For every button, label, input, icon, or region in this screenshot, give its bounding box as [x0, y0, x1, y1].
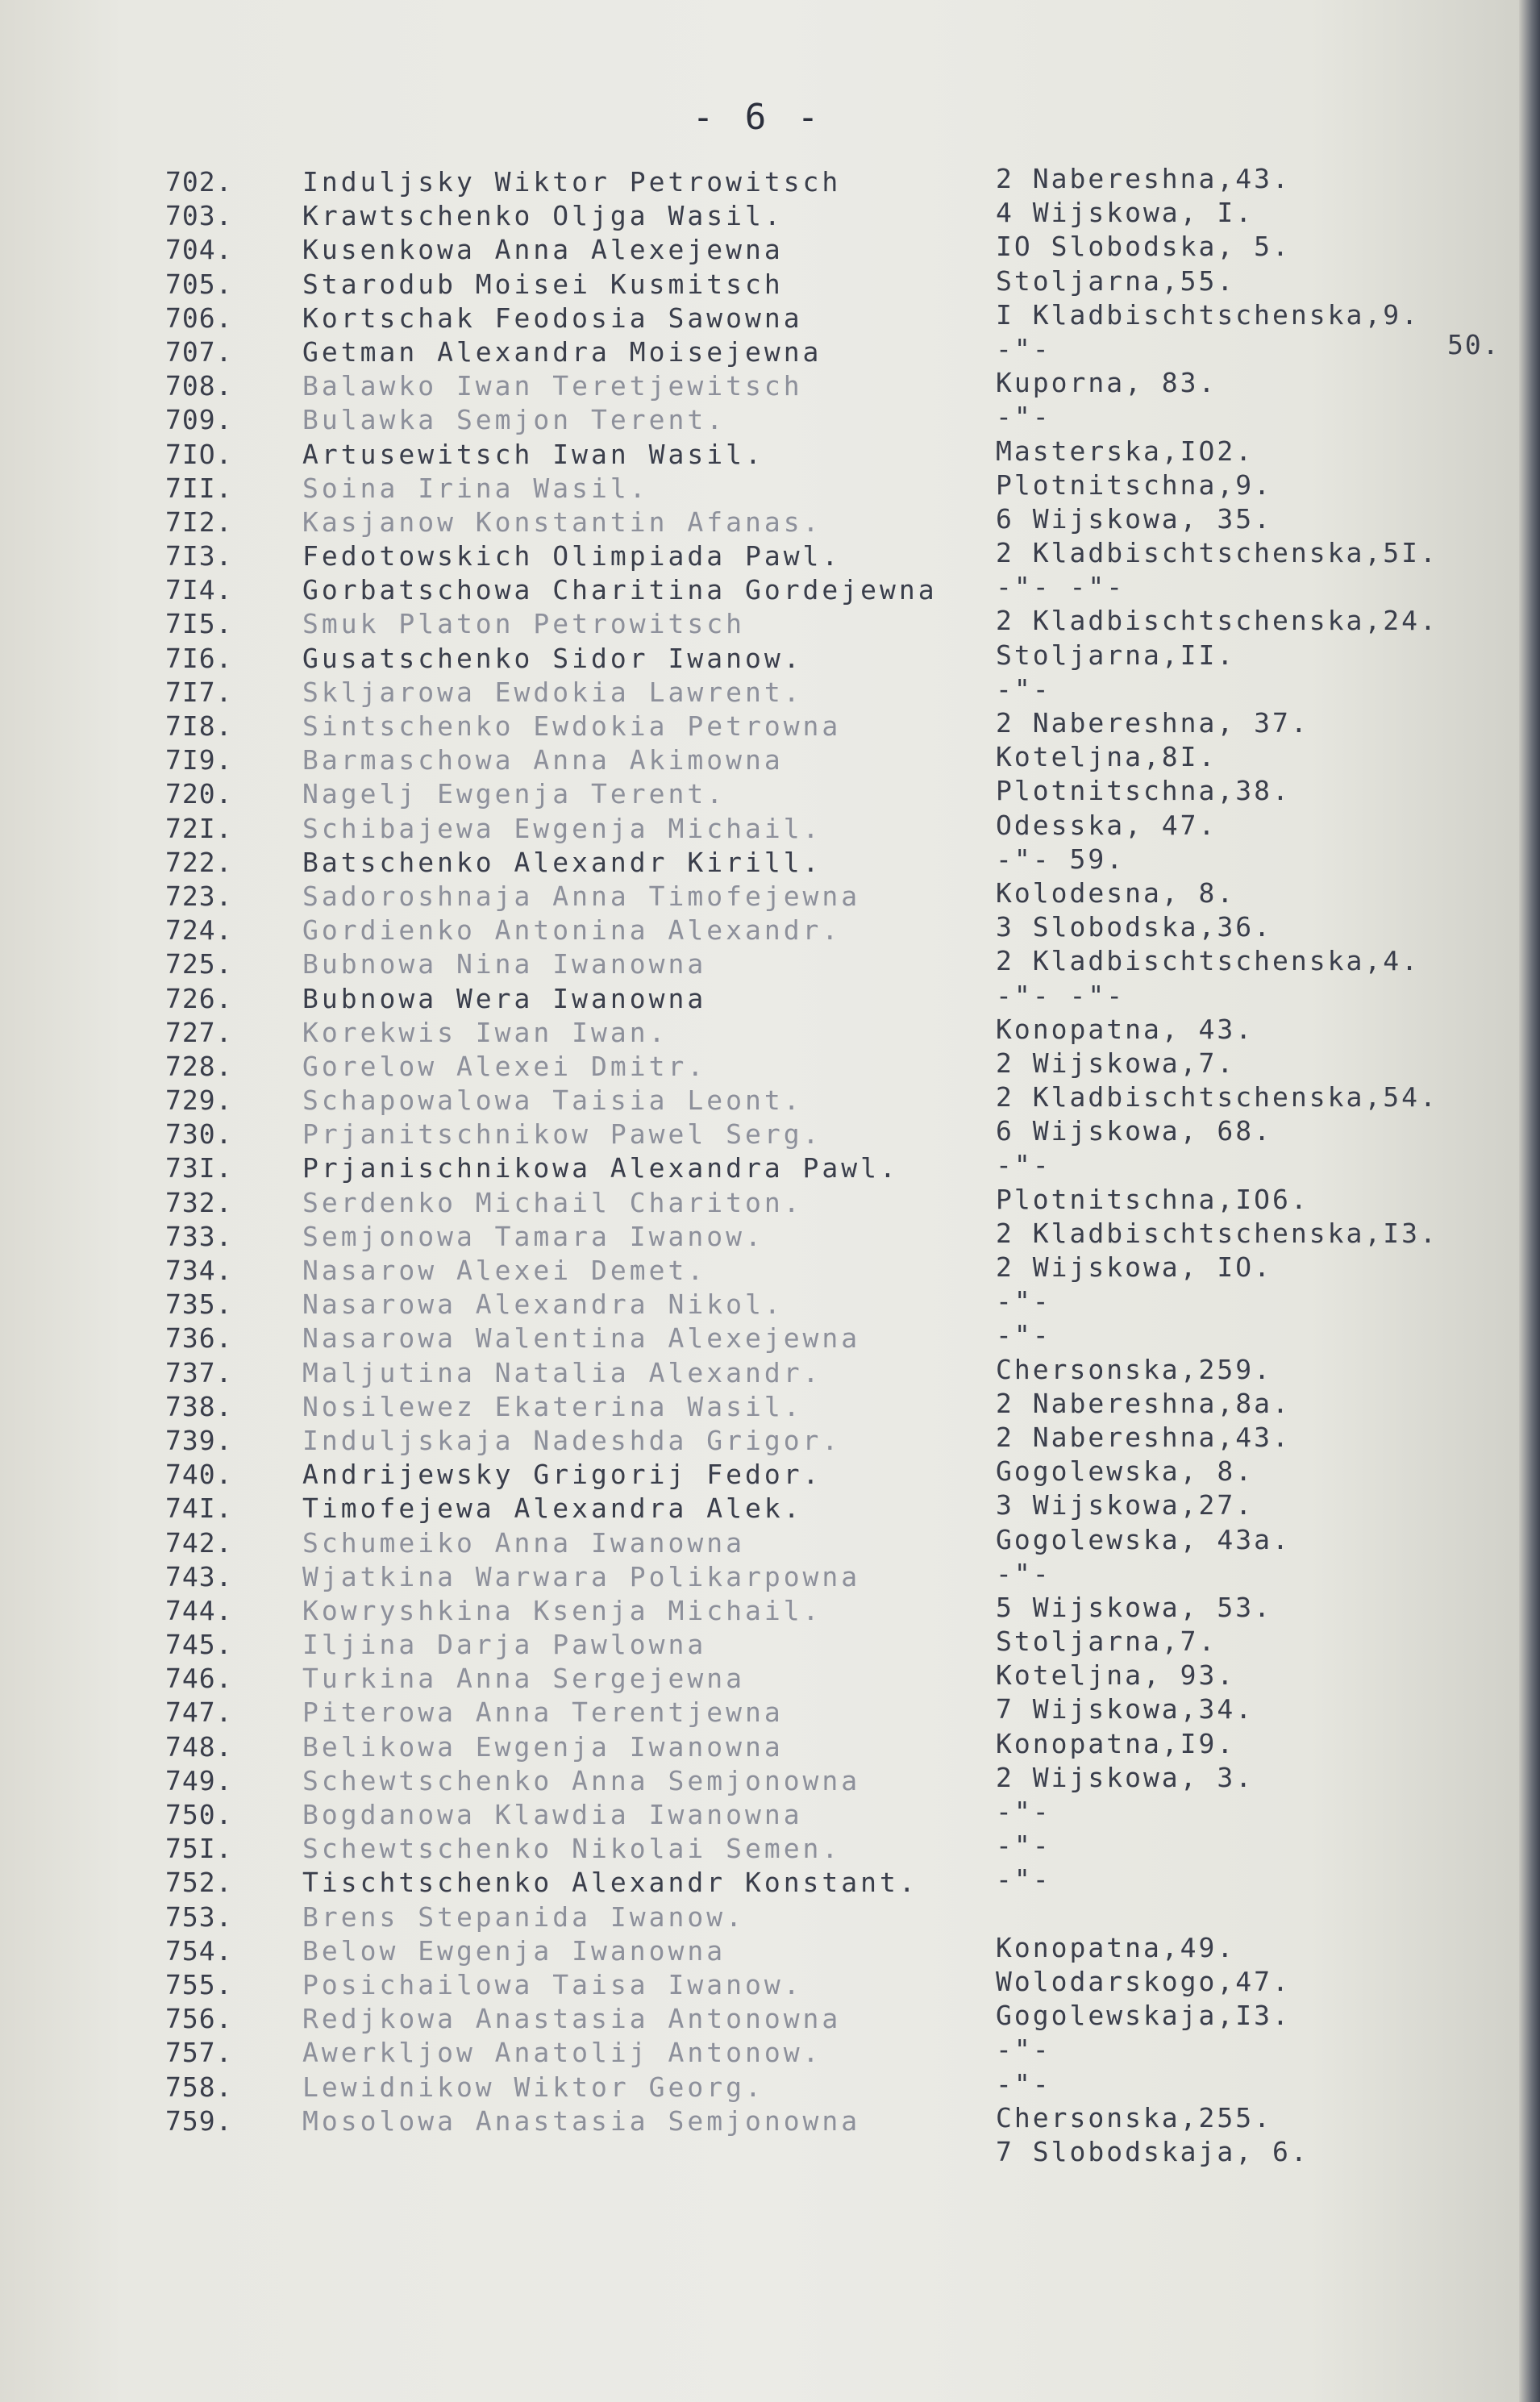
entry-name: Sintschenko Ewdokia Petrowna	[302, 710, 842, 742]
entry-address: -"-	[996, 401, 1051, 433]
entry-number: 724.	[165, 914, 233, 947]
list-item	[165, 979, 1512, 1016]
list-item	[165, 743, 1512, 777]
entry-number: 740.	[165, 1459, 233, 1491]
entry-number: 709.	[165, 404, 233, 436]
entry-number: 752.	[165, 1867, 233, 1899]
entry-address: 2 Kladbischtschenska,54.	[996, 1081, 1438, 1114]
list-item	[165, 369, 1512, 403]
entry-address: Stoljarna,7.	[996, 1626, 1217, 1658]
entry-address: -"-	[996, 1796, 1051, 1827]
list-item	[165, 2101, 1512, 2138]
entry-address: Stoljarna,55.	[996, 264, 1236, 297]
entry-address: 6 Wijskowa, 35.	[996, 502, 1273, 535]
entry-number: 702.	[165, 166, 233, 198]
list-item	[165, 1183, 1512, 1220]
entry-name: Nasarowa Alexandra Nikol.	[302, 1288, 784, 1321]
list-item	[165, 639, 1512, 676]
entry-address: Chersonska,255.	[996, 2101, 1273, 2133]
entry-address: Gogolewska, 43a.	[996, 1523, 1291, 1555]
entry-number: 723.	[165, 880, 233, 912]
entry-address: Kuporna, 83.	[996, 367, 1217, 399]
entry-address: 2 Kladbischtschenska,I3.	[996, 1217, 1438, 1249]
list-item	[165, 165, 1512, 199]
entry-address: Konopatna, 43.	[996, 1013, 1255, 1045]
entry-name: Korekwis Iwan Iwan.	[302, 1016, 668, 1048]
list-item	[165, 264, 1512, 302]
margin-note: 50.	[1447, 329, 1500, 360]
entry-number: 7I4.	[165, 574, 233, 606]
entry-name: Balawko Iwan Teretjewitsch	[302, 370, 803, 402]
entry-name: Induljskaja Nadeshda Grigor.	[302, 1424, 842, 1456]
list-item	[165, 435, 1512, 472]
list-item	[165, 1151, 1512, 1185]
entry-address: 4 Wijskowa, I.	[996, 197, 1255, 229]
entry-name: Fedotowskich Olimpiada Pawl.	[302, 540, 842, 572]
entry-number: 738.	[165, 1390, 233, 1422]
entry-address: Chersonska,259.	[996, 1353, 1273, 1385]
entry-number: 742.	[165, 1526, 233, 1559]
list-item	[165, 468, 1512, 506]
entry-name: Barmaschowa Anna Akimowna	[302, 744, 784, 776]
list-item	[165, 502, 1512, 539]
entry-address: Wolodarskogo,47.	[996, 1965, 1291, 1997]
entry-number: 735.	[165, 1288, 233, 1321]
entry-number: 726.	[165, 982, 233, 1014]
entry-number: 747.	[165, 1696, 233, 1729]
entry-address: 5 Wijskowa, 53.	[996, 1591, 1273, 1623]
entry-name: Sadoroshnaja Anna Timofejewna	[302, 880, 861, 912]
entry-number: 7I3.	[165, 540, 233, 572]
entry-address: Konopatna,49.	[996, 1931, 1236, 1963]
entry-name: Bubnowa Nina Iwanowna	[302, 948, 707, 980]
entry-address: -"- -"-	[996, 979, 1126, 1011]
list-item	[165, 1387, 1512, 1424]
entry-name: Serdenko Michail Chariton.	[302, 1186, 803, 1218]
entry-name: Lewidnikow Wiktor Georg.	[302, 2071, 764, 2103]
entry-address: Kolodesna, 8.	[996, 876, 1236, 909]
list-item	[165, 1693, 1512, 1730]
entry-address: Gogolewska, 8.	[996, 1455, 1255, 1488]
entry-name: Redjkowa Anastasia Antonowna	[302, 2003, 842, 2035]
entry-number: 729.	[165, 1084, 233, 1117]
entry-number: 705.	[165, 268, 233, 300]
entry-number: 7I5.	[165, 608, 233, 640]
entry-name: Artusewitsch Iwan Wasil.	[302, 438, 764, 470]
page-edge-shadow	[1519, 0, 1540, 2402]
entry-name: Kusenkowa Anna Alexejewna	[302, 234, 784, 266]
list-item	[165, 707, 1512, 743]
list-item	[165, 2067, 1512, 2104]
entry-number: 727.	[165, 1016, 233, 1048]
list-item	[165, 809, 1512, 846]
entry-address: 2 Wijskowa, IO.	[996, 1251, 1273, 1283]
entry-number: 708.	[165, 370, 233, 402]
entry-number: 7I7.	[165, 676, 233, 708]
page-number: - 6 -	[692, 97, 824, 138]
entry-name: Kortschak Feodosia Sawowna	[302, 302, 803, 334]
entry-name: Posichailowa Taisa Iwanow.	[302, 1968, 803, 2000]
entry-address: -"-	[996, 1863, 1051, 1896]
entry-address: -"-	[996, 1557, 1051, 1589]
list-item	[165, 1523, 1512, 1560]
entry-address: -"-	[996, 1285, 1051, 1318]
list-item	[165, 1081, 1512, 1118]
entry-number: 745.	[165, 1629, 233, 1661]
entry-number: 759.	[165, 2104, 233, 2137]
entry-address: IO Slobodska, 5.	[996, 231, 1291, 263]
entry-address: 2 Nabereshna,43.	[996, 1421, 1291, 1453]
entry-number: 734.	[165, 1255, 233, 1286]
entry-number: 754.	[165, 1934, 233, 1967]
entry-address: Masterska,IO2.	[996, 435, 1255, 467]
entry-address: 2 Nabereshna,43.	[996, 163, 1291, 194]
entry-name: Mosolowa Anastasia Semjonowna	[302, 2104, 861, 2137]
entry-name: Skljarowa Ewdokia Lawrent.	[302, 676, 803, 708]
list-item	[165, 1319, 1512, 1355]
list-item	[165, 1217, 1512, 1254]
list-item	[165, 332, 1512, 369]
entry-address: Plotnitschna,IO6.	[996, 1183, 1309, 1215]
list-item	[165, 199, 1512, 233]
entry-number: 706.	[165, 302, 233, 334]
entry-address: 2 Kladbischtschenska,4.	[996, 945, 1420, 977]
list-item	[165, 233, 1512, 267]
list-item	[165, 298, 1512, 335]
list-item	[165, 876, 1512, 914]
entry-number: 755.	[165, 1968, 233, 2000]
entry-name: Prjanischnikowa Alexandra Pawl.	[302, 1152, 899, 1184]
entry-name: Starodub Moisei Kusmitsch	[302, 268, 784, 300]
entry-number: 732.	[165, 1186, 233, 1218]
entry-name: Schumeiko Anna Iwanowna	[302, 1526, 745, 1559]
entry-number: 744.	[165, 1594, 233, 1626]
entry-name: Tischtschenko Alexandr Konstant.	[302, 1867, 918, 1899]
entry-number: 757.	[165, 2037, 233, 2069]
entry-number: 74I.	[165, 1492, 233, 1525]
list-item	[165, 2036, 1512, 2070]
entry-number: 736.	[165, 1322, 233, 1355]
list-item	[165, 1489, 1512, 1526]
entry-name: Induljsky Wiktor Petrowitsch	[302, 166, 842, 198]
entry-name: Awerkljow Anatolij Antonow.	[302, 2037, 822, 2069]
list-item	[165, 403, 1512, 437]
list-item-continuation	[165, 2135, 1512, 2172]
entry-number: 730.	[165, 1118, 233, 1151]
list-item	[165, 2002, 1512, 2036]
entry-address: 2 Kladbischtschenska,24.	[996, 605, 1438, 637]
list-item	[165, 672, 1512, 710]
entry-address: 6 Wijskowa, 68.	[996, 1115, 1273, 1147]
list-item	[165, 1115, 1512, 1151]
list-item	[165, 1421, 1512, 1458]
list-item	[165, 1251, 1512, 1288]
entry-number: 728.	[165, 1050, 233, 1082]
entry-address: -"- -"-	[996, 571, 1126, 603]
entry-address: 2 Nabereshna, 37.	[996, 707, 1309, 739]
entry-address: 2 Kladbischtschenska,5I.	[996, 537, 1438, 569]
entry-name: Gordienko Antonina Alexandr.	[302, 914, 842, 947]
entry-address: -"-	[996, 2034, 1051, 2066]
list-item	[165, 1727, 1512, 1764]
entry-address: -"-	[996, 1149, 1051, 1181]
list-item	[165, 1455, 1512, 1492]
entry-name: Smuk Platon Petrowitsch	[302, 608, 745, 640]
list-item	[165, 1798, 1512, 1832]
entry-name: Below Ewgenja Iwanowna	[302, 1934, 726, 1967]
entry-number: 7I8.	[165, 710, 233, 742]
entry-address: 2 Wijskowa,7.	[996, 1047, 1236, 1079]
entry-number: 749.	[165, 1764, 233, 1796]
entry-address: Odesska, 47.	[996, 809, 1217, 841]
entry-number: 7IO.	[165, 438, 233, 470]
entry-address: Plotnitschna,9.	[996, 468, 1273, 501]
list-item	[165, 1285, 1512, 1322]
list-item	[165, 1591, 1512, 1628]
entry-address: Gogolewskaja,I3.	[996, 2000, 1291, 2032]
entry-number: 7I6.	[165, 642, 233, 674]
list-item	[165, 1659, 1512, 1696]
entry-name: Schapowalowa Taisia Leont.	[302, 1084, 803, 1117]
entry-name: Andrijewsky Grigorij Fedor.	[302, 1459, 822, 1491]
list-item	[165, 1832, 1512, 1866]
list-item	[165, 1353, 1512, 1390]
entry-name: Nasarowa Walentina Alexejewna	[302, 1322, 861, 1355]
list-item	[165, 911, 1512, 947]
list-item	[165, 1761, 1512, 1798]
entry-address: -"-	[996, 1319, 1051, 1351]
entry-address: -"- 59.	[996, 843, 1126, 875]
entry-name: Iljina Darja Pawlowna	[302, 1629, 707, 1661]
entry-name: Bogdanowa Klawdia Iwanowna	[302, 1799, 803, 1830]
entry-number: 750.	[165, 1799, 233, 1830]
entry-number: 722.	[165, 846, 233, 878]
entry-address: 3 Slobodska,36.	[996, 911, 1273, 943]
entry-address: 2 Nabereshna,8a.	[996, 1387, 1291, 1419]
entry-name: Piterowa Anna Terentjewna	[302, 1696, 784, 1729]
list-item	[165, 1965, 1512, 2002]
list-item	[165, 1863, 1512, 1900]
entry-number: 758.	[165, 2071, 233, 2103]
entry-name: Gusatschenko Sidor Iwanow.	[302, 642, 803, 674]
list-item	[165, 1900, 1512, 1934]
entry-address: I Kladbischtschenska,9.	[996, 298, 1420, 331]
entry-name: Soina Irina Wasil.	[302, 472, 649, 504]
entry-number: 73I.	[165, 1152, 233, 1184]
list-item	[165, 843, 1512, 880]
entry-number: 743.	[165, 1560, 233, 1592]
entry-number: 7I9.	[165, 744, 233, 776]
entry-name: Nasarow Alexei Demet.	[302, 1255, 707, 1286]
entry-number: 704.	[165, 234, 233, 266]
list-item	[165, 1557, 1512, 1594]
list-item	[165, 1628, 1512, 1662]
entry-name: Bulawka Semjon Terent.	[302, 404, 726, 436]
list-item	[165, 607, 1512, 641]
entry-address: 3 Wijskowa,27.	[996, 1489, 1255, 1522]
entry-number: 753.	[165, 1900, 233, 1933]
entry-address: Plotnitschna,38.	[996, 775, 1291, 807]
entry-address: -"-	[996, 1830, 1051, 1862]
entry-number: 737.	[165, 1356, 233, 1388]
resident-list	[165, 165, 1512, 2172]
entry-name: Gorelow Alexei Dmitr.	[302, 1050, 707, 1082]
entry-address: Stoljarna,II.	[996, 639, 1236, 671]
entry-address: Koteljna, 93.	[996, 1659, 1236, 1692]
entry-address: -"-	[996, 332, 1051, 364]
entry-name: Belikowa Ewgenja Iwanowna	[302, 1730, 784, 1763]
entry-address: Konopatna,I9.	[996, 1727, 1236, 1759]
entry-number: 733.	[165, 1220, 233, 1252]
entry-number: 72I.	[165, 812, 233, 844]
entry-name: Kasjanow Konstantin Afanas.	[302, 506, 822, 538]
entry-number: 7II.	[165, 472, 233, 504]
entry-number: 725.	[165, 948, 233, 980]
entry-number: 748.	[165, 1730, 233, 1763]
entry-name: Schibajewa Ewgenja Michail.	[302, 812, 822, 844]
list-item	[165, 539, 1512, 573]
entry-name: Bubnowa Wera Iwanowna	[302, 982, 707, 1014]
entry-name: Brens Stepanida Iwanow.	[302, 1900, 745, 1933]
entry-name: Semjonowa Tamara Iwanow.	[302, 1220, 764, 1252]
entry-name: Nagelj Ewgenja Terent.	[302, 778, 726, 810]
list-item	[165, 777, 1512, 811]
entry-name: Timofejewa Alexandra Alek.	[302, 1492, 803, 1525]
entry-name: Maljutina Natalia Alexandr.	[302, 1356, 822, 1388]
entry-number: 75I.	[165, 1833, 233, 1865]
entry-number: 703.	[165, 200, 233, 232]
entry-name: Wjatkina Warwara Polikarpowna	[302, 1560, 861, 1592]
entry-name: Batschenko Alexandr Kirill.	[302, 846, 822, 878]
entry-name: Kowryshkina Ksenja Michail.	[302, 1594, 822, 1626]
entry-address: Koteljna,8I.	[996, 741, 1217, 773]
entry-number: 707.	[165, 335, 233, 368]
list-item	[165, 1931, 1512, 1968]
list-item	[165, 1013, 1512, 1050]
entry-number: 746.	[165, 1663, 233, 1695]
entry-address: -"-	[996, 2067, 1051, 2100]
entry-address: -"-	[996, 672, 1051, 705]
entry-number: 756.	[165, 2003, 233, 2035]
entry-name: Prjanitschnikow Pawel Serg.	[302, 1118, 822, 1151]
entry-name: Schewtschenko Anna Semjonowna	[302, 1764, 861, 1796]
entry-name: Getman Alexandra Moisejewna	[302, 335, 822, 368]
entry-name: Gorbatschowa Charitina Gordejewna	[302, 574, 938, 606]
entry-address: 7 Slobodskaja, 6.	[996, 2135, 1309, 2167]
entry-address: 7 Wijskowa,34.	[996, 1693, 1255, 1726]
entry-name: Schewtschenko Nikolai Semen.	[302, 1833, 842, 1865]
entry-number: 7I2.	[165, 506, 233, 538]
entry-number: 739.	[165, 1424, 233, 1456]
entry-name: Krawtschenko Oljga Wasil.	[302, 200, 784, 232]
entry-name: Turkina Anna Sergejewna	[302, 1663, 745, 1695]
list-item	[165, 573, 1512, 607]
list-item	[165, 1047, 1512, 1084]
entry-number: 720.	[165, 778, 233, 810]
entry-name: Nosilewez Ekaterina Wasil.	[302, 1390, 803, 1422]
entry-address: 2 Wijskowa, 3.	[996, 1761, 1255, 1793]
list-item	[165, 947, 1512, 981]
